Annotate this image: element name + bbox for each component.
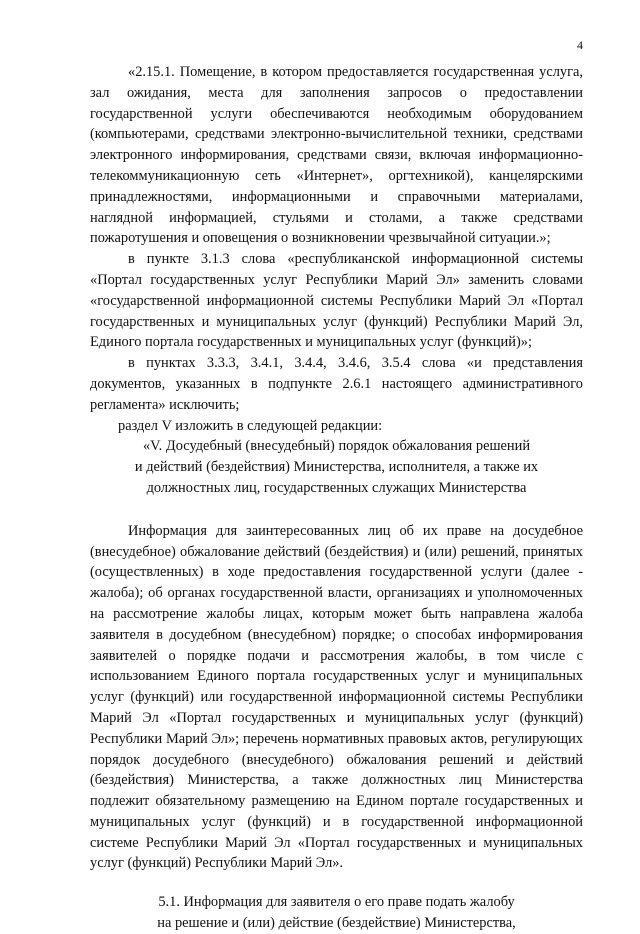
paragraph-2-15-1: «2.15.1. Помещение, в котором предоставляется государственная услуга, зал ожидания, места для заполнения запросов о предоставлении государственной услуги обеспечиваются необходимым оборудованием (компьютерами, средствами электронно-вычислительной техники, средствами электронного информирования, средствами связи, включая информационно-телекоммуникационную сеть «Интернет», оргтехникой), канцелярскими принадлежностями, информационными и справочными материалами, наглядной информацией, стульями и столами, а также средствами пожаротушения и оповещения о возникновении чрезвычайной ситуации.»; [90,64,583,247]
page-number: 4 [577,38,583,52]
paragraph-section-v-intro: раздел V изложить в следующей редакции: [118,417,383,434]
spacer [90,874,583,892]
subsection-5-1-heading [90,892,583,934]
spacer [90,499,583,521]
section-heading-line-3: должностных лиц, государственных служащих Министерства [146,479,527,496]
subheading-line-2: на решение и (или) действие (бездействие) Министерства, [157,915,516,932]
section-v-heading [90,436,583,498]
paragraph-appeal-info: Информация для заинтересованных лиц об их праве на досудебное (внесудебное) обжалование действий (бездействия) и (или) решений, принятых (осуществленных) в ходе предоставления государственной услуги (далее - жалоба); об органах государственной власти, организациях и уполномоченных на рассмотрение жалобы лицах, которым может быть направлена жалоба заявителя в досудебном (внесудебном) порядке; о способах информирования заявителей о порядке подачи и рассмотрения жалобы, в том числе с использованием Единого портала государственных услуг и муниципальных услуг (функций) или государственной информационной системы Республики Марий Эл «Портал государственных и муниципальных услуг (функций) Республики Марий Эл»; перечень нормативных правовых актов, регулирующих порядок досудебного (внесудебного) обжалования решений и действий (бездействия) Министерства, а также должностных лиц Министерства подлежит обязательному размещению на Едином портале государственных и муниципальных услуг (функций) и в государственной информационной системе Республики Марий Эл «Портал государственных и муниципальных услуг (функций) Республики Марий Эл». [90,522,583,872]
document-body [90,62,583,934]
paragraph-3-1-3: в пункте 3.1.3 слова «республиканской информационной системы «Портал государственных услуг Республики Марий Эл» заменить словами «государственной информационной системы Республики Марий Эл «Портал государственных и муниципальных услуг (функций) Республики Марий Эл, Единого портала государственных и муниципальных услуг (функций)»; [90,251,583,351]
section-heading-line-1: «V. Досудебный (внесудебный) порядок обжалования решений [142,438,531,455]
subheading-line-1: 5.1. Информация для заявителя о его праве подать жалобу [158,894,515,911]
section-heading-line-2: и действий (бездействия) Министерства, исполнителя, а также их [134,459,539,476]
paragraph-3-3-3: в пунктах 3.3.3, 3.4.1, 3.4.4, 3.4.6, 3.5.4 слова «и представления документов, указанных в подпункте 2.6.1 настоящего административного регламента» исключить; [90,355,583,413]
